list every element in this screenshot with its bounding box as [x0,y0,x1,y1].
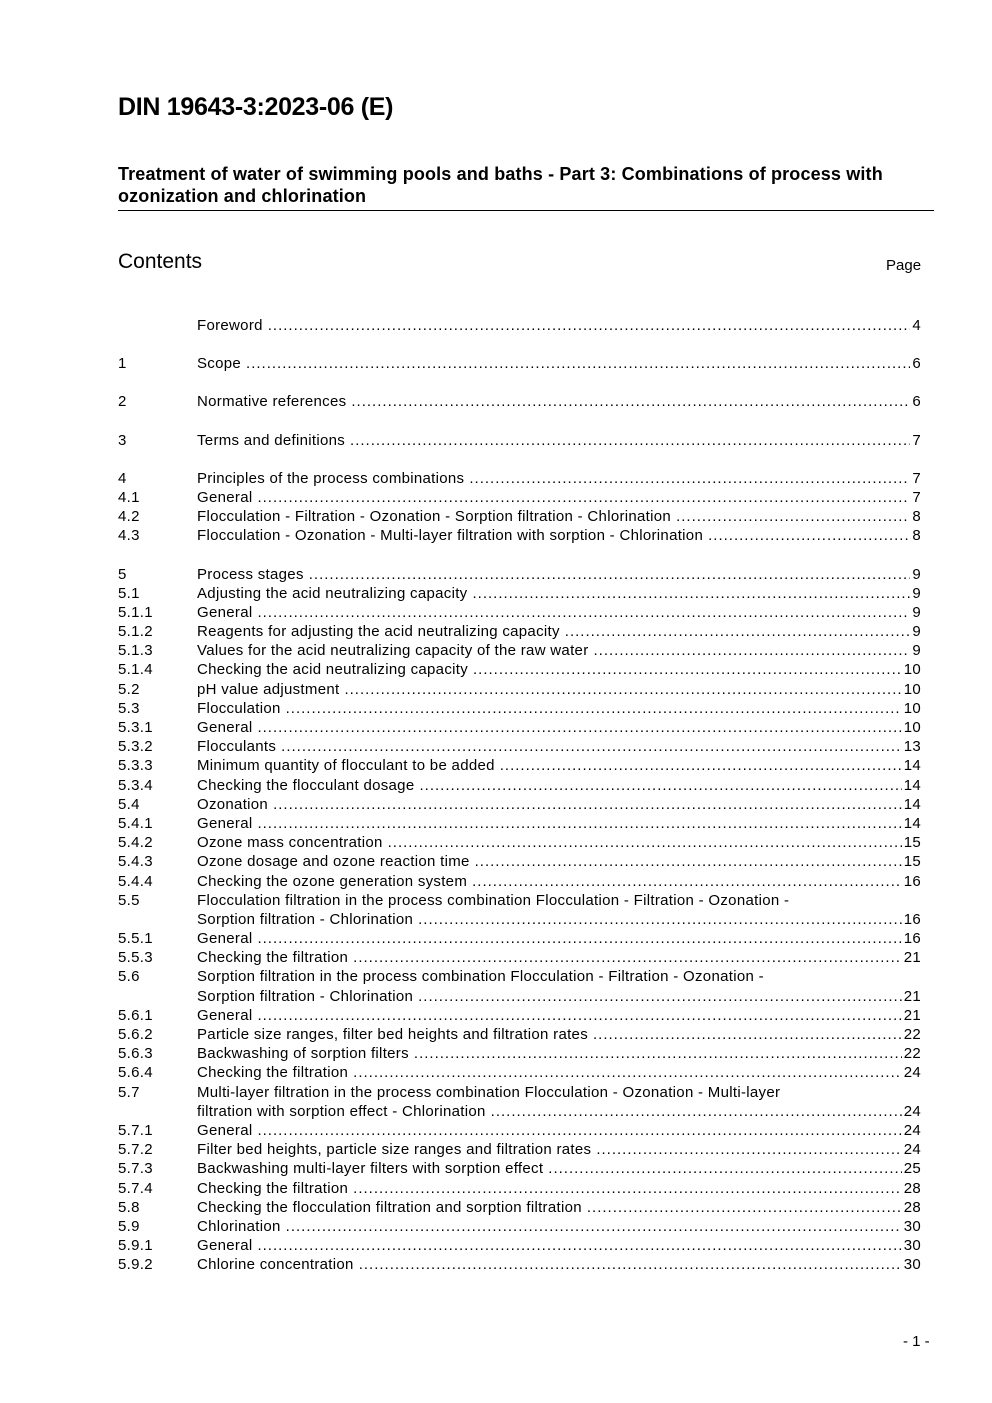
toc-entry-title: General [197,1121,253,1139]
toc-entry[interactable] [118,1236,921,1255]
toc-entry[interactable] [118,603,921,622]
toc-entry[interactable] [118,1025,921,1044]
toc-entry-number: 3 [118,431,127,449]
toc-entry[interactable] [118,967,921,1005]
toc-entry-body [197,660,921,679]
toc-entry-title: Process stages [197,565,304,583]
toc-dot-leader [286,1217,902,1236]
toc-entry-title: Chlorination [197,1217,281,1235]
toc-dot-leader [418,987,902,1006]
toc-entry[interactable] [118,872,921,891]
toc-entry-body [197,891,921,929]
toc-entry-page: 15 [903,853,921,871]
toc-entry-title: Multi-layer filtration in the process combination Flocculation - Ozonation - Multi-layer [197,1083,781,1101]
toc-entry[interactable] [118,1217,921,1236]
toc-entry-title: Scope [197,355,242,373]
toc-entry-page: 21 [903,949,921,967]
toc-entry-body [197,1255,921,1274]
toc-entry-title: General [197,603,253,621]
toc-entry-number: 5.7.4 [118,1179,153,1197]
toc-entry-page: 9 [912,623,921,641]
toc-entry-page: 21 [903,1006,921,1024]
toc-entry-body [197,795,921,814]
toc-entry-page: 9 [912,603,921,621]
toc-entry-title: Checking the ozone generation system [197,872,468,890]
toc-entry-page: 30 [903,1217,921,1235]
toc-entry-number: 5.4.3 [118,853,153,871]
toc-entry-title: Checking the filtration [197,1179,349,1197]
toc-entry[interactable] [118,565,921,584]
toc-dot-leader [353,1063,902,1082]
toc-entry-body [197,431,921,450]
toc-entry-body [197,737,921,756]
toc-entry-page: 10 [903,680,921,698]
toc-entry[interactable] [118,1044,921,1063]
toc-entry[interactable] [118,1159,921,1178]
document-identifier: DIN 19643-3:2023-06 (E) [118,93,394,121]
toc-entry-title: General [197,930,253,948]
toc-entry[interactable] [118,354,921,373]
toc-entry-title: Ozone mass concentration [197,834,383,852]
toc-entry[interactable] [118,852,921,871]
toc-entry-body [197,1044,921,1063]
toc-entry-page: 7 [912,431,921,449]
toc-dot-leader [500,756,902,775]
toc-entry[interactable] [118,929,921,948]
toc-entry[interactable] [118,1198,921,1217]
page-column-heading: Page [886,257,922,274]
toc-dot-leader [257,929,901,948]
toc-entry[interactable] [118,699,921,718]
toc-dot-leader [268,316,911,335]
toc-entry-body [197,1159,921,1178]
toc-entry-body [197,1025,921,1044]
toc-entry-number: 5 [118,565,127,583]
toc-entry-title: Particle size ranges, filter bed heights and filtration rates [197,1026,588,1044]
toc-dot-leader [708,526,910,545]
toc-entry-number: 5.3.1 [118,719,153,736]
toc-entry-page: 21 [903,987,921,1005]
toc-entry-page: 25 [903,1160,921,1178]
toc-entry-page: 30 [903,1256,921,1274]
toc-entry-title: Filter bed heights, particle size ranges and filtration rates [197,1141,592,1159]
toc-entry-number: 4 [118,469,127,487]
toc-entry-number: 5.5 [118,891,140,909]
toc-entry[interactable] [118,392,921,411]
toc-entry-number: 5.4.4 [118,872,153,890]
toc-entry[interactable] [118,641,921,660]
toc-entry-body [197,1121,921,1140]
toc-dot-leader [281,737,902,756]
toc-entry[interactable] [118,833,921,852]
toc-dot-leader [257,603,910,622]
toc-entry-number: 5.4.2 [118,834,153,852]
toc-entry-title: General [197,1006,253,1024]
toc-entry-title: Flocculation filtration in the process combination Flocculation - Filtration - Ozonation - [197,891,790,909]
toc-entry-page: 7 [912,469,921,487]
toc-entry-number: 5.1.2 [118,623,153,641]
toc-entry-number: 5.9.1 [118,1237,153,1255]
toc-entry-body [197,718,921,737]
toc-entry[interactable] [118,431,921,450]
toc-entry-title: Sorption filtration in the process combination Flocculation - Filtration - Ozonation - [197,968,764,986]
toc-dot-leader [257,814,901,833]
contents-heading: Contents [118,250,203,273]
toc-entry-number: 5.6.3 [118,1045,153,1063]
toc-entry-page: 14 [903,757,921,775]
toc-entry-page: 28 [903,1198,921,1216]
toc-entry[interactable] [118,737,921,756]
toc-entry-body [197,680,921,699]
toc-entry[interactable] [118,526,921,545]
toc-dot-leader [593,641,910,660]
toc-dot-leader [419,776,901,795]
toc-entry-page: 15 [903,834,921,852]
toc-entry-title: Checking the filtration [197,949,349,967]
toc-entry-title: General [197,488,253,506]
toc-entry[interactable] [118,622,921,641]
toc-entry-body [197,507,921,526]
toc-entry[interactable] [118,756,921,775]
toc-entry-title: Foreword [197,317,263,334]
toc-entry-number: 5.7.3 [118,1160,153,1178]
toc-entry-body [197,1083,921,1121]
toc-entry-title: Flocculation - Filtration - Ozonation - Sorption filtration - Chlorination [197,508,672,526]
toc-entry-page: 6 [912,355,921,373]
toc-entry-body [197,929,921,948]
toc-entry-title: Backwashing multi-layer filters with sorption effect [197,1160,544,1178]
toc-entry-page: 8 [912,527,921,545]
toc-entry[interactable] [118,718,921,737]
toc-entry-number: 5.1.1 [118,603,153,621]
toc-entry-page: 7 [912,488,921,506]
toc-entry-page: 9 [912,565,921,583]
toc-entry-number: 5.5.1 [118,930,153,948]
toc-entry-title: Checking the flocculant dosage [197,776,415,794]
toc-entry-page: 22 [903,1045,921,1063]
toc-entry-number: 5.7.2 [118,1141,153,1159]
toc-entry-body [197,641,921,660]
toc-entry-page: 9 [912,584,921,602]
toc-dot-leader [246,354,910,373]
toc-dot-leader [565,622,911,641]
toc-entry-number: 5.6 [118,968,140,986]
toc-entry-page: 4 [912,317,921,334]
toc-entry[interactable] [118,1083,921,1121]
toc-entry-page: 9 [912,642,921,660]
toc-entry-page: 10 [903,719,921,736]
toc-entry-page: 16 [903,872,921,890]
toc-entry[interactable] [118,795,921,814]
toc-entry-title: Checking the acid neutralizing capacity [197,661,469,679]
toc-entry-title: Checking the flocculation filtration and sorption filtration [197,1198,582,1216]
toc-entry-number: 4.2 [118,508,140,526]
toc-entry-number: 5.7 [118,1083,140,1101]
toc-entry-body [197,392,921,411]
table-of-contents [118,316,921,1274]
toc-entry-body [197,1198,921,1217]
toc-entry-page: 24 [903,1102,921,1120]
toc-entry-number: 5.6.1 [118,1006,153,1024]
toc-dot-leader [309,565,911,584]
toc-entry-title: Sorption filtration - Chlorination [197,910,414,928]
toc-entry-body [197,622,921,641]
toc-dot-leader [388,833,902,852]
toc-entry-title: Ozone dosage and ozone reaction time [197,853,470,871]
toc-entry-body [197,852,921,871]
toc-entry[interactable] [118,1006,921,1025]
toc-entry-number: 4.3 [118,527,140,545]
document-title: Treatment of water of swimming pools and baths - Part 3: Combinations of process with ozonization and chlorination [118,164,883,206]
toc-entry[interactable] [118,1063,921,1082]
toc-entry[interactable] [118,316,921,335]
toc-entry-title: Values for the acid neutralizing capacity of the raw water [197,642,589,660]
toc-dot-leader [587,1198,902,1217]
toc-entry-body [197,872,921,891]
toc-entry-number: 1 [118,355,127,373]
toc-dot-leader [257,1236,901,1255]
toc-entry-title: Checking the filtration [197,1064,349,1082]
toc-entry-page: 28 [903,1179,921,1197]
toc-entry-number: 5.3.4 [118,776,153,794]
toc-entry-number: 5.3.3 [118,757,153,775]
toc-entry[interactable] [118,776,921,795]
toc-dot-leader [286,699,902,718]
toc-dot-leader [257,1121,901,1140]
toc-entry-number: 4.1 [118,488,140,506]
title-underline-rule [118,210,934,211]
toc-entry[interactable] [118,1179,921,1198]
toc-entry-title: Backwashing of sorption filters [197,1045,409,1063]
toc-entry-title: filtration with sorption effect - Chlorination [197,1102,486,1120]
toc-entry[interactable] [118,469,921,488]
toc-entry[interactable] [118,814,921,833]
toc-entry-page: 24 [903,1064,921,1082]
toc-dot-leader [473,660,902,679]
toc-entry-page: 8 [912,508,921,526]
toc-dot-leader [344,680,901,699]
toc-entry-number: 2 [118,393,127,411]
toc-entry[interactable] [118,488,921,507]
toc-entry-number: 5.9.2 [118,1256,153,1274]
toc-entry[interactable] [118,584,921,603]
toc-dot-leader [469,469,910,488]
toc-dot-leader [351,392,910,411]
page-number: - 1 - [903,1333,930,1350]
toc-entry-page: 14 [903,795,921,813]
toc-entry-title: Ozonation [197,795,269,813]
toc-dot-leader [475,852,902,871]
toc-entry-title: Minimum quantity of flocculant to be added [197,757,495,775]
toc-entry-number: 5.9 [118,1217,140,1235]
toc-dot-leader [593,1025,902,1044]
toc-entry[interactable] [118,1121,921,1140]
toc-entry-number: 5.4 [118,795,140,813]
toc-entry-page: 30 [903,1237,921,1255]
toc-dot-leader [473,584,911,603]
toc-dot-leader [353,1179,902,1198]
toc-entry-body [197,776,921,795]
toc-entry[interactable] [118,891,921,929]
toc-entry-title: Normative references [197,393,347,411]
toc-entry-number: 5.3 [118,699,140,717]
toc-dot-leader [350,431,910,450]
toc-entry-title: General [197,814,253,832]
toc-dot-leader [257,1006,901,1025]
toc-entry-page: 10 [903,661,921,679]
toc-entry[interactable] [118,1255,921,1274]
toc-entry-page: 14 [903,776,921,794]
toc-dot-leader [548,1159,901,1178]
toc-entry-title: Flocculants [197,738,277,756]
toc-entry-page: 22 [903,1026,921,1044]
toc-entry-title: Principles of the process combinations [197,469,465,487]
toc-entry-body [197,1179,921,1198]
toc-entry-number: 5.6.2 [118,1026,153,1044]
toc-entry-number: 5.1.3 [118,642,153,660]
toc-entry-page: 13 [903,738,921,756]
toc-dot-leader [596,1140,901,1159]
toc-entry-title: Adjusting the acid neutralizing capacity [197,584,468,602]
toc-entry-body [197,565,921,584]
toc-dot-leader [353,948,902,967]
toc-dot-leader [676,507,910,526]
toc-entry-number: 5.8 [118,1198,140,1216]
toc-dot-leader [273,795,902,814]
toc-entry-title: Flocculation - Ozonation - Multi-layer filtration with sorption - Chlorination [197,527,704,545]
toc-entry-body [197,354,921,373]
toc-entry-body [197,1063,921,1082]
toc-entry-number: 5.4.1 [118,814,153,832]
toc-entry-body [197,699,921,718]
toc-entry-body [197,814,921,833]
toc-entry-body [197,1006,921,1025]
toc-entry-title: pH value adjustment [197,680,340,698]
toc-entry-number: 5.7.1 [118,1121,153,1139]
toc-entry-body [197,316,921,335]
toc-entry-body [197,603,921,622]
toc-entry-number: 5.2 [118,680,140,698]
toc-dot-leader [472,872,902,891]
toc-entry-body [197,1236,921,1255]
toc-entry-body [197,756,921,775]
toc-entry-page: 10 [903,699,921,717]
toc-entry-number: 5.3.2 [118,738,153,756]
toc-dot-leader [257,718,901,737]
toc-entry-page: 24 [903,1121,921,1139]
toc-entry-page: 16 [903,930,921,948]
toc-entry-body [197,1140,921,1159]
toc-entry-number: 5.6.4 [118,1064,153,1082]
toc-entry[interactable] [118,948,921,967]
toc-entry-title: Chlorine concentration [197,1256,354,1274]
toc-entry-number: 5.5.3 [118,949,153,967]
toc-entry-title: Terms and definitions [197,431,346,449]
toc-entry-body [197,948,921,967]
toc-dot-leader [414,1044,902,1063]
toc-entry-page: 14 [903,814,921,832]
toc-entry-body [197,1217,921,1236]
toc-entry-number: 5.1.4 [118,661,153,679]
toc-dot-leader [359,1255,902,1274]
toc-entry-body [197,967,921,1005]
toc-entry-title: General [197,719,253,736]
toc-entry-page: 16 [903,910,921,928]
toc-entry-body [197,488,921,507]
toc-entry-number: 5.1 [118,584,140,602]
toc-entry[interactable] [118,660,921,679]
toc-entry-body [197,584,921,603]
toc-entry-title: Sorption filtration - Chlorination [197,987,414,1005]
toc-entry[interactable] [118,507,921,526]
toc-entry-body [197,526,921,545]
toc-entry-page: 6 [912,393,921,411]
toc-entry[interactable] [118,680,921,699]
toc-dot-leader [418,910,902,929]
toc-entry-page: 24 [903,1141,921,1159]
toc-entry-title: Reagents for adjusting the acid neutralizing capacity [197,623,560,641]
toc-entry[interactable] [118,1140,921,1159]
toc-dot-leader [257,488,910,507]
toc-entry-title: General [197,1237,253,1255]
toc-entry-body [197,833,921,852]
toc-entry-body [197,469,921,488]
toc-dot-leader [491,1102,902,1121]
toc-entry-title: Flocculation [197,699,281,717]
